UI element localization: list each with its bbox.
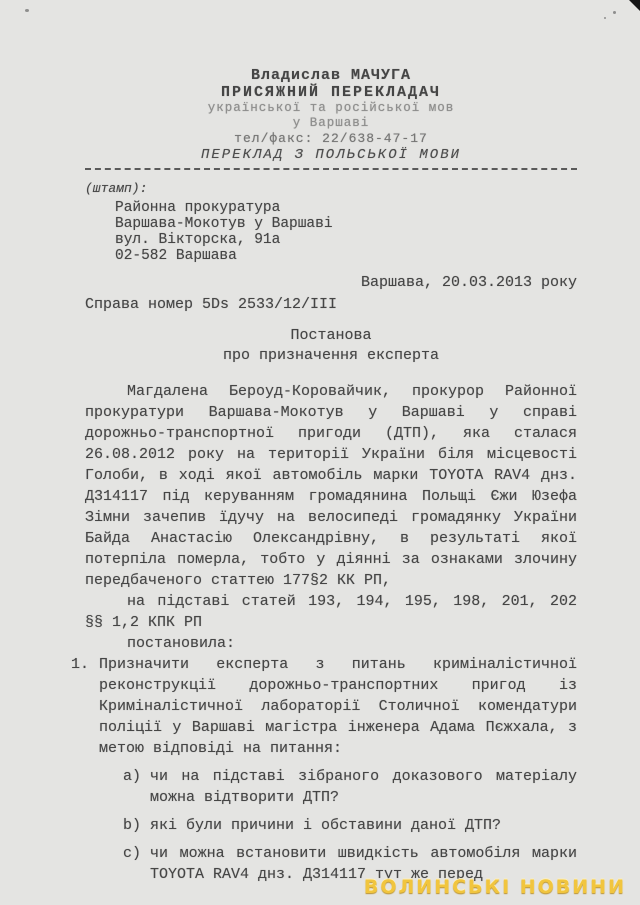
document-title-line1: Постанова xyxy=(290,327,372,344)
scan-corner-fold xyxy=(629,0,640,11)
translator-name: Владислав МАЧУГА xyxy=(250,67,412,84)
question-label: a) xyxy=(123,768,142,785)
question-label: c) xyxy=(123,845,142,862)
translator-phone: тел/факс: 22/638-47-17 xyxy=(234,131,428,146)
document-content xyxy=(71,67,577,885)
case-number: Справа номер 5Ds 2533/12/III xyxy=(85,296,338,313)
question-b xyxy=(85,815,577,836)
place-and-date: Варшава, 20.03.2013 року xyxy=(360,274,577,291)
question-a xyxy=(85,766,577,808)
translator-title: ПРИСЯЖНИЙ ПЕРЕКЛАДАЧ xyxy=(220,84,442,101)
address-line: вул. Вікторска, 91а xyxy=(115,232,281,248)
question-text: чи можна встановити швидкість автомобіля марки TOYOTA RAV4 днз. Д314117 тут же перед xyxy=(150,845,577,883)
resolution-label: постановила: xyxy=(127,635,236,652)
news-site-watermark: ВОЛИНСЬКІ НОВИНИ xyxy=(363,876,626,898)
document-title xyxy=(85,326,577,366)
translator-letterhead xyxy=(85,68,577,170)
address-line: Варшава-Мокотув у Варшаві xyxy=(115,216,333,232)
document-title-line2: про призначення експерта xyxy=(222,347,440,364)
dashed-separator xyxy=(85,168,577,170)
item-text: Призначити експерта з питань криміналістичної реконструкції дорожньо-транспортних пригод із Криміналістичної лабораторії Столичної комендатури поліції у Варшаві магістра інженера Адама Пєжхала, з метою відповіді на питання: xyxy=(99,656,577,757)
item-number: 1. xyxy=(71,656,90,673)
resolution-item-1 xyxy=(71,654,577,759)
prosecutor-office-address xyxy=(85,200,577,264)
scan-speck xyxy=(25,9,29,12)
scan-speck xyxy=(604,17,606,19)
stamp-label: (штамп): xyxy=(85,181,148,196)
translator-city: у Варшаві xyxy=(292,116,370,130)
question-text: які були причини і обставини даної ДТП? xyxy=(150,817,502,834)
scan-speck xyxy=(613,11,616,14)
question-text: чи на підставі зібраного доказового матеріалу можна відтворити ДТП? xyxy=(150,768,577,806)
translator-languages: української та російської мов xyxy=(207,101,455,115)
translation-note: ПЕРЕКЛАД З ПОЛЬСЬКОЇ МОВИ xyxy=(200,147,462,163)
legal-basis-paragraph: на підставі статей 193, 194, 195, 198, 201, 202 §§ 1,2 КПК РП xyxy=(85,593,577,631)
question-label: b) xyxy=(123,817,142,834)
intro-paragraph: Магдалена Бероуд-Коровайчик, прокурор Районної прокуратури Варшава-Мокотув у Варшаві у справі дорожньо-транспортної пригоди (ДТП), яка сталася 26.08.2012 року на території України біля місцевості Голоби, в ході якої автомобіль марки TOYOTA RAV4 днз. Д314117 під керуванням громадянина Польщі Єжи Юзефа Зімни зачепив їдучу на велосипеді громадянку України Байда Анастасію Олександрівну, в результаті якої потерпіла померла, тобто у діянні за ознаками злочину передбаченого статтею 177§2 КК РП, xyxy=(85,383,577,589)
address-line: Районна прокуратура xyxy=(115,200,281,216)
address-line: 02-582 Варшава xyxy=(115,248,237,264)
